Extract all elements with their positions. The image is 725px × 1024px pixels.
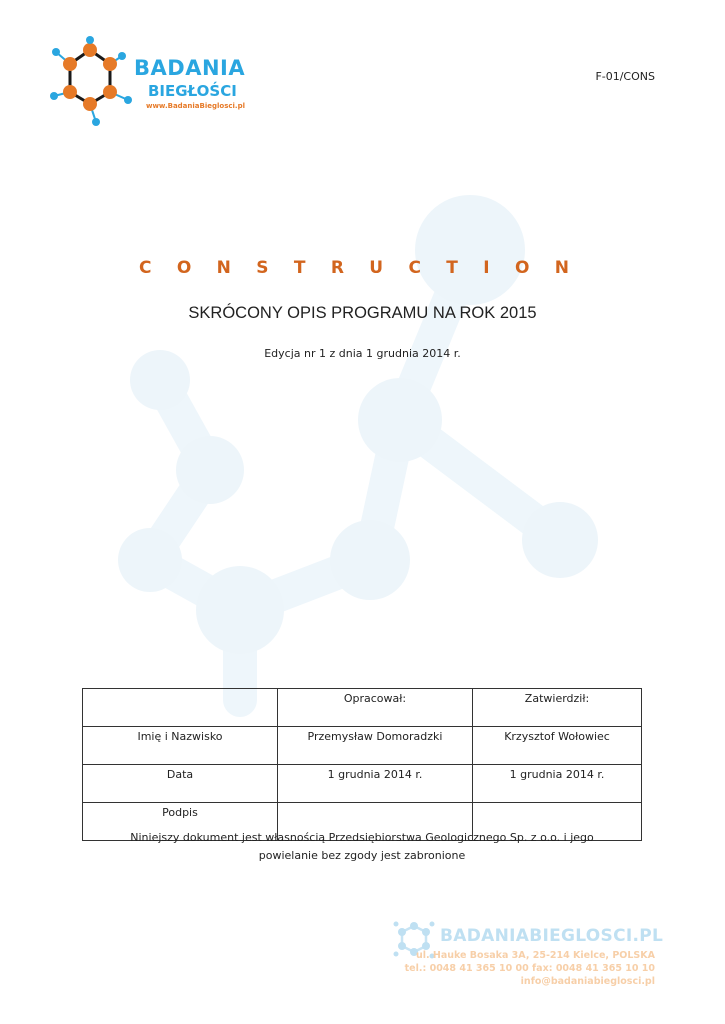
logo-subtitle: BIEGŁOŚCI bbox=[148, 82, 237, 100]
table-cell: Data bbox=[83, 765, 278, 803]
table-cell: Imię i Nazwisko bbox=[83, 727, 278, 765]
table-cell: Krzysztof Wołowiec bbox=[473, 727, 642, 765]
footer-brand: BADANIABIEGLOSCI.PL bbox=[440, 926, 664, 946]
footer-phone: tel.: 0048 41 365 10 00 fax: 0048 41 365 10 10 bbox=[404, 963, 655, 974]
heading-letter: U bbox=[369, 258, 384, 278]
notice-line: powielanie bez zgody jest zabronione bbox=[258, 849, 466, 862]
logo-title: BADANIA bbox=[134, 56, 246, 80]
signature-table bbox=[82, 688, 642, 841]
table-cell bbox=[83, 689, 278, 727]
heading-letter: C bbox=[408, 258, 421, 278]
heading-letter: N bbox=[554, 258, 569, 278]
heading-letter: O bbox=[514, 258, 530, 278]
table-header-prepared: Opracował: bbox=[278, 689, 473, 727]
table-row bbox=[83, 727, 642, 765]
table-cell: 1 grudnia 2014 r. bbox=[473, 765, 642, 803]
form-code: F-01/CONS bbox=[595, 70, 655, 83]
heading-letter: N bbox=[216, 258, 231, 278]
heading-letter: C bbox=[139, 258, 152, 278]
table-header-approved: Zatwierdził: bbox=[473, 689, 642, 727]
table-cell: 1 grudnia 2014 r. bbox=[278, 765, 473, 803]
ownership-notice bbox=[82, 829, 642, 865]
heading-letter: S bbox=[256, 258, 269, 278]
table-cell: Przemysław Domoradzki bbox=[278, 727, 473, 765]
edition-line: Edycja nr 1 z dnia 1 grudnia 2014 r. bbox=[264, 347, 461, 360]
table-cell: Podpis bbox=[83, 803, 278, 841]
table-row bbox=[83, 689, 642, 727]
logo-url: www.BadaniaBieglosci.pl bbox=[146, 102, 245, 110]
notice-line: Niniejszy dokument jest własnością Przedsiębiorstwa Geologicznego Sp. z o.o. i jego bbox=[130, 831, 594, 844]
molecule-logo-icon bbox=[46, 36, 141, 128]
company-logo bbox=[46, 36, 266, 128]
table-row bbox=[83, 765, 642, 803]
heading-letter: T bbox=[446, 258, 458, 278]
footer-address: ul. Hauke Bosaka 3A, 25-214 Kielce, POLSKA bbox=[415, 950, 655, 961]
document-subtitle: SKRÓCONY OPIS PROGRAMU NA ROK 2015 bbox=[188, 304, 537, 322]
heading-letter: T bbox=[293, 258, 306, 278]
program-heading bbox=[139, 258, 569, 278]
footer-email: info@badaniabieglosci.pl bbox=[520, 976, 655, 987]
heading-letter: O bbox=[176, 258, 192, 278]
heading-letter: R bbox=[330, 258, 344, 278]
heading-letter: I bbox=[483, 258, 490, 278]
